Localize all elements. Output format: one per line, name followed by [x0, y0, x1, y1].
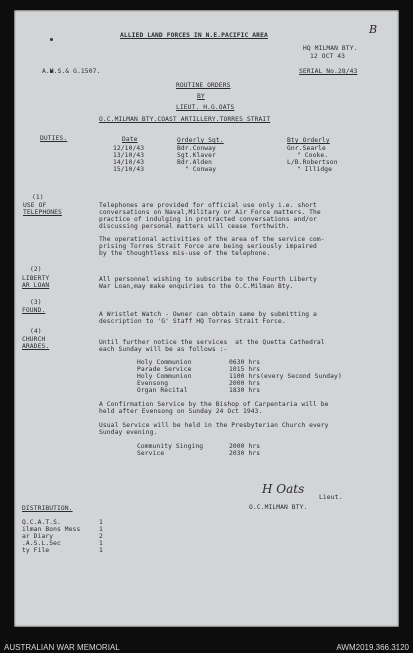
section-number: (2) — [30, 266, 42, 273]
file-ref: A.M.S.& G.1507. — [42, 68, 101, 75]
community-time: 2030 hrs — [229, 450, 261, 457]
section-title: USE OF — [23, 202, 47, 209]
community-time: 2000 hrs — [229, 443, 261, 450]
distribution-item: ar Diary — [22, 533, 54, 540]
command-line: O.C.MILMAN BTY.COAST ARTILLERY.TORRES STRAIT — [99, 116, 271, 123]
footer-accession-number: AWM2019.366.3120 — [336, 643, 409, 652]
service-time: 0630 hrs — [229, 359, 261, 366]
section-line: discussing personal matters will cease forthwith. — [99, 223, 290, 230]
presbyterian-line: Sunday evening. — [99, 429, 158, 436]
section-number: (1) — [32, 194, 44, 201]
service-time: 2000 hrs — [229, 380, 261, 387]
section-number: (3) — [30, 299, 42, 306]
distribution-count: 1 — [99, 540, 103, 547]
duty-date: 12/10/43 — [113, 145, 145, 152]
distribution-count: 1 — [99, 526, 103, 533]
unit-name: HQ MILMAN BTY. — [303, 45, 358, 52]
service-time: 1100 hrs(every Second Sunday) — [229, 373, 342, 380]
duty-orderly: Bdr.Alden — [177, 159, 213, 166]
officer-name: LIEUT. H.G.OATS — [176, 104, 235, 111]
section-line: A Wristlet Watch - Owner can obtain same by submitting a — [99, 311, 317, 318]
section-title: LIBERTY — [22, 275, 50, 282]
archive-footer — [0, 638, 413, 653]
signature: H Oats — [262, 482, 305, 496]
section-number: (4) — [30, 328, 42, 335]
duty-orderly: Bdr.Conway — [177, 145, 216, 152]
service-name: Organ Recital — [137, 387, 188, 394]
section-line: Until further notice the services at the Quetta Cathedral — [99, 339, 325, 346]
service-time: 1830 hrs — [229, 387, 261, 394]
section-line: each Sunday will be as follows :- — [99, 346, 228, 353]
section-title: AR LOAN — [22, 282, 50, 289]
routine-orders-heading: ROUTINE ORDERS — [176, 82, 231, 89]
duty-bty: " Illidge — [297, 166, 333, 173]
distribution-item: ilman Bons Mess — [22, 526, 81, 533]
duties-col-date: Date — [122, 136, 138, 143]
service-name: Holy Communion — [137, 373, 192, 380]
duty-bty: Gnr.Searle — [287, 145, 326, 152]
duty-bty: L/B.Robertson — [287, 159, 338, 166]
duty-date: 13/10/43 — [113, 152, 145, 159]
section-line: conversations on Naval,Military or Air Force matters. The — [99, 209, 321, 216]
section-line: War Loan,may make enquiries to the O.C.Milman Bty. — [99, 283, 294, 290]
duties-col-bty: Bty Orderly — [287, 137, 330, 144]
distribution-item: .A.S.L.Sec — [22, 540, 61, 547]
signature-rank: Lieut. — [319, 494, 343, 501]
page-mark: B — [369, 23, 378, 36]
duty-orderly: " Conway — [185, 166, 217, 173]
community-name: Service — [137, 450, 165, 457]
duty-date: 14/10/43 — [113, 159, 145, 166]
section-line: Telephones are provided for official use only i.e. short — [99, 202, 317, 209]
top-title: ALLIED LAND FORCES IN N.E.PACIFIC AREA — [120, 32, 268, 39]
service-name: Parade Service — [137, 366, 192, 373]
section-line: description to 'G' Staff HQ Torres Strait Force. — [99, 318, 286, 325]
binder-hole-top — [50, 38, 53, 41]
section-line: The operational activities of the area of the service com- — [99, 236, 325, 243]
footer-institution: AUSTRALIAN WAR MEMORIAL — [4, 643, 120, 652]
confirmation-line: held after Evensong on Sunday 24 Oct 1943. — [99, 408, 263, 415]
duty-date: 15/10/43 — [113, 166, 145, 173]
section-title: FOUND. — [22, 307, 46, 314]
document-page — [14, 10, 399, 627]
distribution-count: 1 — [99, 519, 103, 526]
duties-label: DUTIES. — [40, 135, 68, 142]
duty-orderly: Sgt.Klaver — [177, 152, 216, 159]
section-title: ARADES. — [22, 343, 50, 350]
distribution-label: DISTRIBUTION. — [22, 505, 73, 512]
distribution-count: 1 — [99, 547, 103, 554]
service-name: Holy Communion — [137, 359, 192, 366]
order-date: 12 OCT 43 — [310, 53, 346, 60]
distribution-item: ty File — [22, 547, 50, 554]
duties-col-orderly: Orderly Sgt. — [177, 137, 224, 144]
community-name: Community Singing — [137, 443, 204, 450]
serial-number: SERIAL No.28/43 — [299, 68, 358, 75]
section-line: practice of indulging in protracted conversations and/or — [99, 216, 317, 223]
by-label: BY — [197, 93, 205, 100]
confirmation-line: A Confirmation Service by the Bishop of Carpentaria will be — [99, 401, 329, 408]
presbyterian-line: Usual Service will be held in the Presbyterian Church every — [99, 422, 329, 429]
section-line: by the thoughtless mis-use of the telephone. — [99, 250, 271, 257]
distribution-count: 2 — [99, 533, 103, 540]
section-line: All personnel wishing to subscribe to the Fourth Liberty — [99, 276, 317, 283]
service-name: Evensong — [137, 380, 169, 387]
section-title: CHURCH — [22, 336, 46, 343]
service-time: 1015 hrs — [229, 366, 261, 373]
signature-title: O.C.MILMAN BTY. — [249, 504, 308, 511]
section-title: TELEPHONES — [23, 209, 62, 216]
duty-bty: " Cooke. — [297, 152, 329, 159]
distribution-item: Q.C.A.T.S. — [22, 519, 61, 526]
section-line: prising Torres Strait Force are being seriously impaired — [99, 243, 317, 250]
